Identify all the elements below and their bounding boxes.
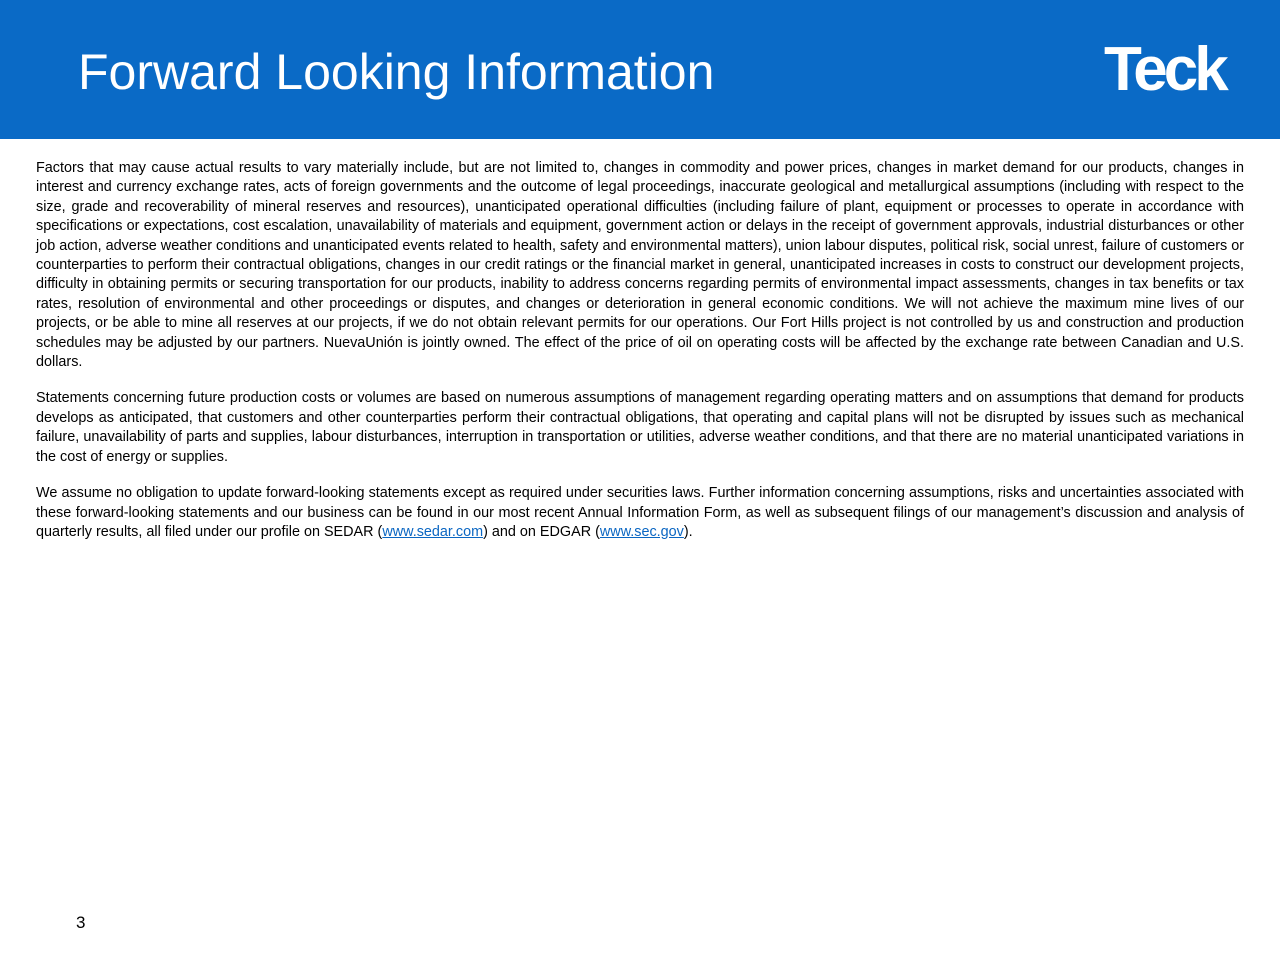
paragraph-obligations-middle-text: ) and on EDGAR ( xyxy=(483,523,600,540)
paragraph-obligations-text: We assume no obligation to update forward-looking statements except as required under securities laws. Further information concerning assumptions, risks and uncertainties associated with these forward-looking statements and our business can be found in our most recent Annual Information Form, as well as subsequent filings of our management’s discussion and analysis of quarterly results, all filed under our profile on SEDAR ( xyxy=(36,485,1244,540)
header-banner xyxy=(0,0,1280,139)
paragraph-obligations-end-text: ). xyxy=(683,523,693,540)
paragraph-obligations xyxy=(36,484,1244,542)
content-body xyxy=(36,159,1244,559)
paragraph-risk-factors: Factors that may cause actual results to vary materially include, but are not limited to, changes in commodity and power prices, changes in market demand for our products, changes in interest and currency exchange rates, acts of foreign governments and the outcome of legal proceedings, inaccurate geological and metallurgical assumptions (including with respect to the size, grade and recoverability of mineral reserves and resources), unanticipated operational difficulties (including failure of plant, equipment or processes to operate in accordance with specifications or expectations, cost escalation, unavailability of materials and equipment, government action or delays in the receipt of government approvals, industrial disturbances or other job action, adverse weather conditions and unanticipated events related to health, safety and environmental matters), union labour disputes, political risk, social unrest, failure of customers or counterparties to perform their contractual obligations, changes in our credit ratings or the financial market in general, unanticipated increases in costs to construct our development projects, difficulty in obtaining permits or securing transportation for our products, inability to address concerns regarding permits of environmental impact assessments, changes in tax benefits or tax rates, resolution of environmental and other proceedings or disputes, and changes or deterioration in general economic conditions. We will not achieve the maximum mine lives of our projects, or be able to mine all reserves at our projects, if we do not obtain relevant permits for our operations. Our Fort Hills project is not controlled by us and construction and production schedules may be adjusted by our partners. NuevaUnión is jointly owned. The effect of the price of oil on operating costs will be affected by the exchange rate between Canadian and U.S. dollars. xyxy=(36,160,1244,371)
sedar-link[interactable]: www.sedar.com xyxy=(382,523,484,540)
page-title: Forward Looking Information xyxy=(78,44,715,100)
page-number: 3 xyxy=(76,913,86,932)
paragraph-assumptions: Statements concerning future production costs or volumes are based on numerous assumptions of management regarding operating matters and on assumptions that demand for products develops as anticipated, that customers and other counterparties perform their contractual obligations, that operating and capital plans will not be disrupted by issues such as mechanical failure, unavailability of parts and supplies, labour disturbances, interruption in transportation or utilities, adverse weather conditions, and that there are no material unanticipated variations in the cost of energy or supplies. xyxy=(36,390,1244,465)
teck-logo: Teck xyxy=(1104,35,1225,104)
sec-link[interactable]: www.sec.gov xyxy=(599,523,684,540)
